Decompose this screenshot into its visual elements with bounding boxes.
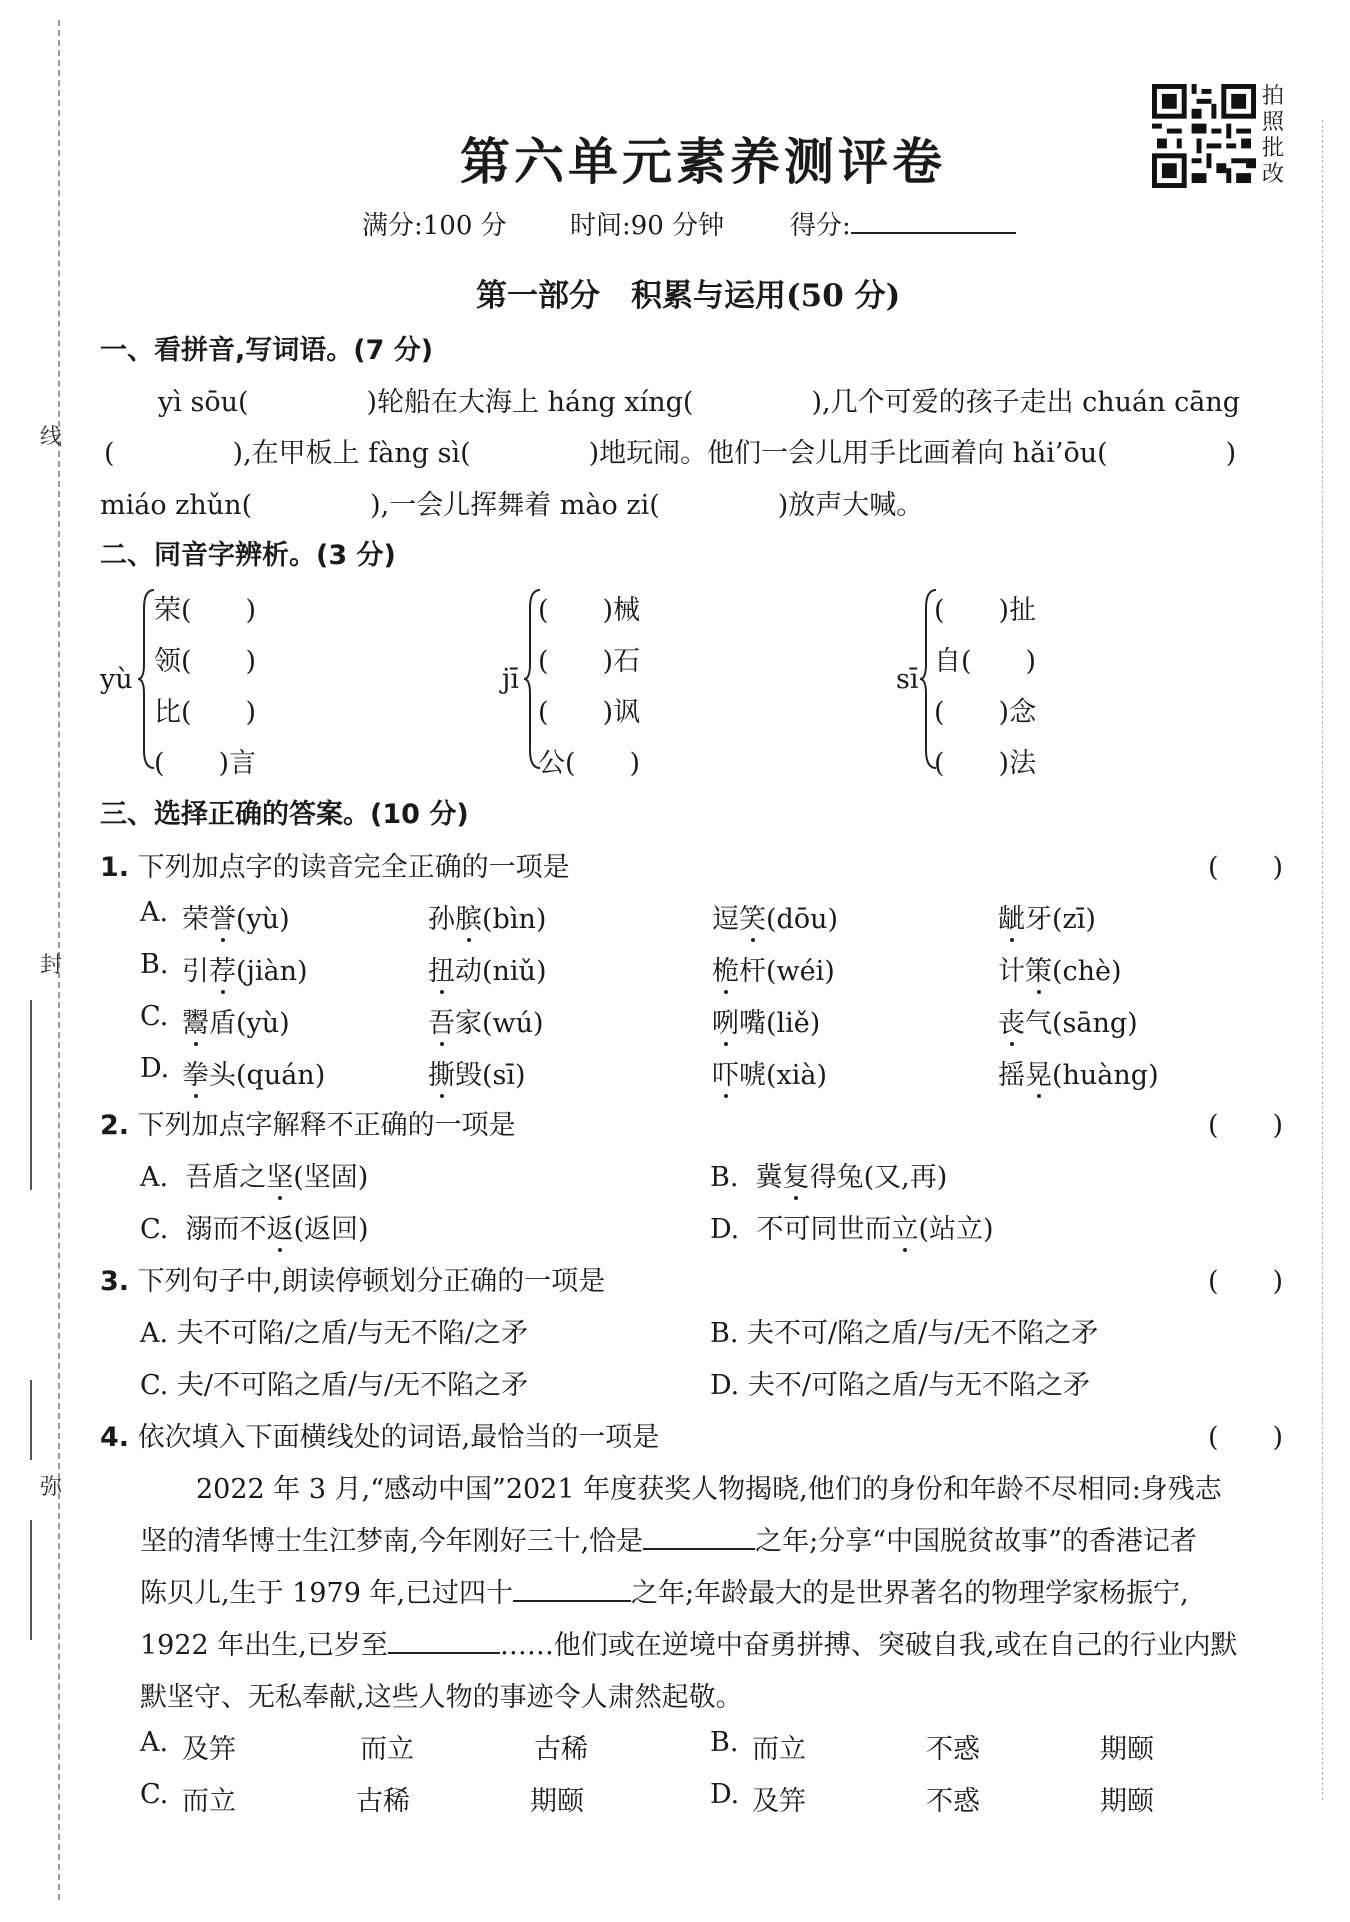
- q1-word: 鬻盾(yù): [182, 1008, 290, 1039]
- section-heading: 三、选择正确的答案。(10 分): [100, 799, 469, 830]
- question-stem: 下列加点字的读音完全正确的一项是: [137, 852, 570, 883]
- answer-paren[interactable]: ( ): [1208, 1110, 1284, 1141]
- homophone-item[interactable]: 比( ): [154, 697, 257, 728]
- homophone-pinyin-yu: yù: [100, 664, 133, 695]
- homophone-item[interactable]: 公( ): [538, 748, 641, 779]
- question-number: 2.: [100, 1110, 130, 1141]
- question-number: 3.: [100, 1266, 130, 1297]
- fill-blank[interactable]: [388, 1626, 500, 1654]
- question-1: [100, 845, 570, 884]
- text-segment: )轮船在大海上 háng xíng(: [366, 387, 694, 418]
- text-segment: yì sōu(: [158, 387, 249, 418]
- q2-option-d[interactable]: D. 不可同世而立(站立): [710, 1214, 994, 1245]
- answer-paren[interactable]: ( ): [1208, 852, 1284, 883]
- q1-word: 吓唬(xià): [712, 1060, 828, 1091]
- text-segment: ): [1225, 438, 1237, 469]
- q4-option-word: 不惑: [926, 1786, 980, 1817]
- page-title: 第六单元素养测评卷: [460, 132, 946, 191]
- q1-option-label[interactable]: C.: [140, 1001, 169, 1032]
- question-stem: 下列加点字解释不正确的一项是: [137, 1110, 516, 1141]
- q1-word: 摇晃(huàng): [998, 1060, 1159, 1091]
- right-dashed-line: [1322, 120, 1323, 1800]
- homophone-pinyin-ji: jī: [502, 664, 520, 695]
- q1-word: 桅杆(wéi): [712, 956, 835, 987]
- pinyin-line: [100, 483, 923, 522]
- q1-word: 撕毁(sī): [428, 1060, 526, 1091]
- q4-option-word: 及笄: [182, 1734, 236, 1765]
- full-score: 满分:100 分: [362, 211, 507, 241]
- q3-option-a[interactable]: A. 夫不可陷/之盾/与无不陷/之矛: [140, 1318, 528, 1349]
- margin-mark-seal: 封: [40, 953, 63, 978]
- section-heading: 一、看拼音,写词语。(7 分): [100, 335, 434, 366]
- homophone-item[interactable]: ( )言: [154, 748, 257, 779]
- score-label: 得分:: [790, 211, 851, 241]
- qr-caption: 拍照批改: [1262, 84, 1285, 187]
- margin-mark-line: 线: [40, 425, 63, 450]
- question-number: 1.: [100, 852, 130, 883]
- margin-mark-close: 弥: [40, 1475, 63, 1500]
- question-number: 4.: [100, 1422, 130, 1453]
- q1-word: 扭动(niǔ): [428, 956, 547, 987]
- question-3: [100, 1259, 605, 1298]
- fill-blank[interactable]: [513, 1574, 631, 1602]
- text-segment: ),在甲板上 fàng sì(: [232, 438, 471, 469]
- homophone-pinyin-si: sī: [896, 664, 919, 695]
- text-segment: ),几个可爱的孩子走出 chuán cāng: [811, 387, 1241, 418]
- q4-option-word: 期颐: [1100, 1734, 1154, 1765]
- question-2: [100, 1103, 516, 1142]
- passage-line: 默坚守、无私奉献,这些人物的事迹令人肃然起敬。: [140, 1682, 743, 1713]
- q4-option-label[interactable]: A.: [140, 1727, 169, 1758]
- fill-blank[interactable]: [643, 1522, 755, 1550]
- q2-option-b[interactable]: B. 冀复得兔(又,再): [710, 1162, 948, 1193]
- q4-option-word: 古稀: [534, 1734, 588, 1765]
- homophone-item[interactable]: ( )法: [934, 748, 1037, 779]
- time-limit: 时间:90 分钟: [570, 211, 725, 241]
- homophone-item[interactable]: ( )械: [538, 595, 641, 626]
- q4-option-label[interactable]: C.: [140, 1779, 169, 1810]
- q3-option-c[interactable]: C. 夫/不可陷之盾/与/无不陷之矛: [140, 1370, 529, 1401]
- passage-line: 坚的清华博士生江梦南,今年刚好三十,恰是 之年;分享“中国脱贫故事”的香港记者: [140, 1519, 1197, 1558]
- brace-icon: [136, 588, 156, 770]
- q4-option-word: 及笄: [752, 1786, 806, 1817]
- homophone-item[interactable]: ( )扯: [934, 595, 1037, 626]
- qr-code-icon[interactable]: [1152, 84, 1256, 188]
- question-4: [100, 1415, 659, 1454]
- q4-option-label[interactable]: B.: [710, 1727, 739, 1758]
- homophone-item[interactable]: 自( ): [934, 646, 1037, 677]
- q4-option-word: 而立: [752, 1734, 806, 1765]
- q2-option-a[interactable]: A. 吾盾之坚(坚固): [140, 1162, 369, 1193]
- margin-fill-line: [30, 1520, 32, 1640]
- pinyin-line: [104, 431, 1236, 470]
- q1-word: 拳头(quán): [182, 1060, 326, 1091]
- passage-line: 1922 年出生,已岁至 ……他们或在逆境中奋勇拼搏、突破自我,或在自己的行业内默: [140, 1623, 1237, 1662]
- q4-option-word: 期颐: [1100, 1786, 1154, 1817]
- q2-option-c[interactable]: C. 溺而不返(返回): [140, 1214, 369, 1245]
- homophone-item[interactable]: ( )石: [538, 646, 641, 677]
- q3-option-b[interactable]: B. 夫不可/陷之盾/与/无不陷之矛: [710, 1318, 1099, 1349]
- score-blank[interactable]: [851, 206, 1016, 234]
- q1-word: 计策(chè): [998, 956, 1122, 987]
- homophone-item[interactable]: ( )念: [934, 697, 1037, 728]
- passage-line: 陈贝儿,生于 1979 年,已过四十 之年;年龄最大的是世界著名的物理学家杨振宁,: [140, 1571, 1189, 1610]
- question-stem: 下列句子中,朗读停顿划分正确的一项是: [137, 1266, 606, 1297]
- q4-option-word: 而立: [360, 1734, 414, 1765]
- q4-option-label[interactable]: D.: [710, 1779, 740, 1810]
- homophone-item[interactable]: 领( ): [154, 646, 257, 677]
- text-segment: miáo zhǔn(: [100, 490, 253, 521]
- q3-option-d[interactable]: D. 夫不/可陷之盾/与无不陷之矛: [710, 1370, 1091, 1401]
- q1-option-label[interactable]: D.: [140, 1053, 170, 1084]
- margin-fill-line: [30, 1000, 32, 1190]
- homophone-item[interactable]: 荣( ): [154, 595, 257, 626]
- q1-option-label[interactable]: A.: [140, 897, 169, 928]
- answer-paren[interactable]: ( ): [1208, 1266, 1284, 1297]
- margin-fill-line: [30, 1380, 32, 1460]
- q4-option-word: 古稀: [356, 1786, 410, 1817]
- part-title: 第一部分 积累与运用(50 分): [476, 278, 901, 314]
- q4-option-word: 不惑: [926, 1734, 980, 1765]
- q1-word: 龇牙(zī): [998, 904, 1096, 935]
- q1-word: 逗笑(dōu): [712, 904, 838, 935]
- score-field: [790, 205, 1016, 242]
- text-segment: )放声大喊。: [777, 490, 924, 521]
- pinyin-line: [158, 380, 1240, 419]
- question-stem: 依次填入下面横线处的词语,最恰当的一项是: [137, 1422, 660, 1453]
- answer-paren[interactable]: ( ): [1208, 1422, 1284, 1453]
- section-heading: 二、同音字辨析。(3 分): [100, 540, 396, 571]
- text-segment: (: [104, 438, 115, 469]
- text-segment: )地玩闹。他们一会儿用手比画着向 hǎi’ōu(: [588, 438, 1108, 469]
- passage-line: 2022 年 3 月,“感动中国”2021 年度获奖人物揭晓,他们的身份和年龄不尽相同:身残志: [196, 1474, 1222, 1505]
- q1-option-label[interactable]: B.: [140, 949, 169, 980]
- homophone-item[interactable]: ( )讽: [538, 697, 641, 728]
- q4-option-word: 期颐: [530, 1786, 584, 1817]
- text-segment: ),一会儿挥舞着 mào zi(: [370, 490, 660, 521]
- q1-word: 引荐(jiàn): [182, 956, 308, 987]
- q1-word: 吾家(wú): [428, 1008, 544, 1039]
- q1-word: 丧气(sāng): [998, 1008, 1138, 1039]
- q1-word: 咧嘴(liě): [712, 1008, 821, 1039]
- q4-option-word: 而立: [182, 1786, 236, 1817]
- q1-word: 孙膑(bìn): [428, 904, 547, 935]
- q1-word: 荣誉(yù): [182, 904, 290, 935]
